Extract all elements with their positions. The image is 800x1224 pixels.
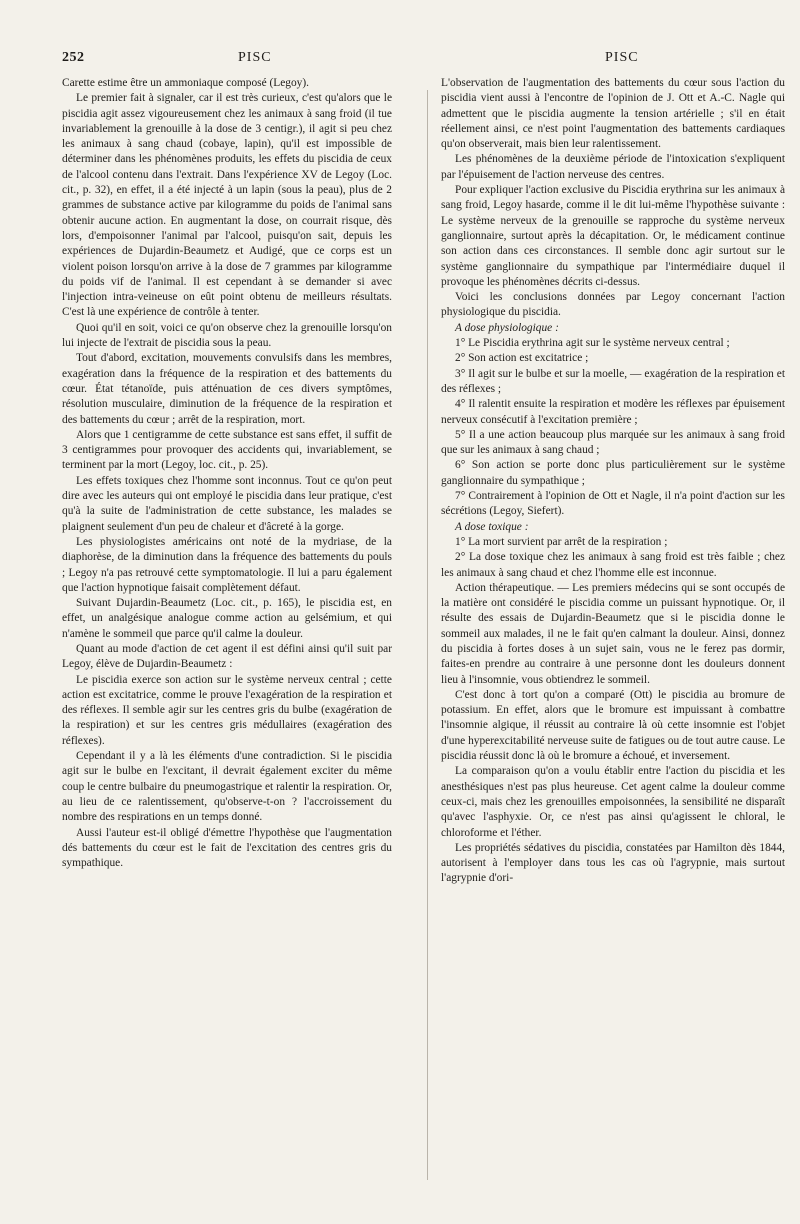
- paragraph: L'observation de l'augmentation des battements du cœur sous l'action du piscidia vient aussi à l'encontre de l'opinion de J. Ott et A.-C. Nagle qui admettent que le piscidia augmente la tension artérielle ; s'il en était réellement ainsi, ce n'est point l'augmentation des battements cardiaques qu'on observerait, mais bien leur ralentissement.: [441, 77, 785, 151]
- running-head-right: PISC: [605, 50, 639, 65]
- paragraph: Pour expliquer l'action exclusive du Piscidia erythrina sur les animaux à sang froid, Legoy hasarde, comme il le dit lui-même l'hypothèse suivante : Le système nerveux de la grenouille se rapproche du système nerveux ganglionnaire, surtout après la décapitation. Or, le médicament continue son action dans ces circonstances. Il semble donc agir surtout sur le système ganglionnaire du sympathique par l'intermédiaire duquel il provoque les phénomènes décrits ci-dessus.: [441, 184, 785, 288]
- paragraph: Les effets toxiques chez l'homme sont inconnus. Tout ce qu'on peut dire avec les auteurs qui ont employé le piscidia dans leur pratique, c'est qu'à la suite de l'administration de cette substance, les malades se plaignent seulement d'un peu de chaleur et d'âcreté à la gorge.: [62, 474, 392, 533]
- list-item: 1° La mort survient par arrêt de la respiration ;: [455, 535, 668, 548]
- paragraph: Quant au mode d'action de cet agent il est défini ainsi qu'il suit par Legoy, élève de Dujardin-Beaumetz :: [62, 642, 392, 671]
- right-column: [441, 76, 785, 1194]
- paragraph: Aussi l'auteur est-il obligé d'émettre l'hypothèse que l'augmentation dés battements du cœur est le fait de l'excitation des centres gris du sympathique.: [62, 826, 392, 870]
- list-item: 5° Il a une action beaucoup plus marquée sur les animaux à sang froid que sur les animaux à sang chaud ;: [441, 428, 785, 457]
- column-divider: [427, 90, 428, 1180]
- section-label: A dose toxique :: [455, 520, 529, 533]
- paragraph: Les propriétés sédatives du piscidia, constatées par Hamilton dès 1844, autorisent à l'employer dans tous les cas où l'agrypnie, mais surtout l'agrypnie d'ori-: [441, 841, 785, 885]
- paragraph: Carette estime être un ammoniaque composé (Legoy).: [62, 77, 310, 89]
- paragraph: Le premier fait à signaler, car il est très curieux, c'est qu'alors que le piscidia agit assez vigoureusement chez les animaux à sang froid (il tue invariablement la grenouille à la dose de 3 centigr.), il agit si peu chez les animaux à sang chaud (cobaye, lapin), qu'il est impossible de déterminer dans les phénomènes produits, les effets du piscidia de ceux de l'alcool contenu dans l'extrait. Dans l'expérience XV de Legoy (Loc. cit., p. 32), en effet, il a été injecté à un lapin (sous la peau), plus de 2 grammes de substance active par kilogramme du poids de l'animal sans obtenir aucune action. En augmentant la dose, on courrait risque, dès lors, d'empoisonner l'animal par l'alcool, puisqu'on sait, depuis les expériences de Dujardin-Beaumetz et Audigé, que ce corps est un violent poison lorsqu'on arrive à la dose de 7 grammes par kilogramme du poids vif de l'animal. Il est cependant à se demander si avec l'injection intra-veineuse on eût point obtenu de meilleurs résultats. C'est là une expérience de contrôle à tenter.: [62, 92, 392, 319]
- list-item: 2° Son action est excitatrice ;: [455, 352, 589, 365]
- paragraph: Les physiologistes américains ont noté de la mydriase, de la diaphorèse, de la diminution dans la fréquence des battements du pouls ; Legoy n'a pas retrouvé cette symptomatologie. Il lui a paru également que l'action hypnotique faisait complètement défaut.: [62, 535, 392, 594]
- list-item: 6° Son action se porte donc plus particulièrement sur le système ganglionnaire du sympathique ;: [441, 459, 785, 487]
- list-item: 4° Il ralentit ensuite la respiration et modère les réflexes par épuisement nerveux consécutif à l'excitation première ;: [441, 398, 785, 426]
- paragraph: Suivant Dujardin-Beaumetz (Loc. cit., p. 165), le piscidia est, en effet, un analgésique analogue comme action au gelsémium, et qui n'amène le sommeil que parce qu'il calme la douleur.: [62, 597, 392, 640]
- page-number: 252: [62, 50, 85, 65]
- paragraph: C'est donc à tort qu'on a comparé (Ott) le piscidia au bromure de potassium. En effet, alors que le bromure est impuissant à combattre l'insomnie algique, il réussit au contraire là où cette insomnie est l'objet d'une hyperexcitabilité nerveuse suite de fatigues ou de tout autre cause. Le piscidia réussit donc là où le bromure a échoué, et inversement.: [441, 688, 785, 763]
- list-item: 1° Le Piscidia erythrina agit sur le système nerveux central ;: [455, 337, 730, 350]
- page-header: [62, 50, 788, 74]
- section-label: A dose physiologique :: [455, 321, 559, 334]
- paragraph: Quoi qu'il en soit, voici ce qu'on observe chez la grenouille lorsqu'on lui injecte de l'extrait de piscidia sous la peau.: [62, 321, 392, 350]
- paragraph: La comparaison qu'on a voulu établir entre l'action du piscidia et les anesthésiques n'est pas plus heureuse. Cet agent calme la douleur comme ceux-ci, mais chez les grenouilles empoisonnées, la sensibilité ne disparaît qu'avec l'asphyxie. Or, ce n'est pas ainsi qu'agissent le chloral, le chloroforme et l'éther.: [441, 765, 785, 839]
- paragraph: Le piscidia exerce son action sur le système nerveux central ; cette action est excitatrice, comme le prouve l'exagération de la respiration et des réflexes. Il semble agir sur les centres gris du bulbe (exagération de la respiration) et sur les centres gris médullaires (exagération des réflexes).: [62, 673, 392, 747]
- list-item: 3° Il agit sur le bulbe et sur la moelle, — exagération de la respiration et des réflexes ;: [441, 367, 785, 395]
- paragraph: Alors que 1 centigramme de cette substance est sans effet, il suffit de 3 centigrammes pour provoquer des accidents qui, invariablement, se terminent par la mort (Legoy, loc. cit., p. 25).: [62, 428, 392, 472]
- paragraph: Les phénomènes de la deuxième période de l'intoxication s'expliquent par l'épuisement de l'action nerveuse des centres.: [441, 153, 785, 181]
- paragraph: Action thérapeutique. — Les premiers médecins qui se sont occupés de la matière ont considéré le piscidia comme un puissant hypnotique. Or, il résulte des essais de Dujardin-Beaumetz que si le piscidia donne le sommeil aux malades, il ne le fait qu'en calmant la douleur. Ainsi, donnez du piscidia à fortes doses à un sujet sain, vous ne le ferez pas dormir, faites-en prendre au contraire à une personne dont les douleurs donnent lieu à l'insomnie, vous obtiendrez le sommeil.: [441, 581, 785, 686]
- running-head-left: PISC: [238, 50, 272, 65]
- list-item: 2° La dose toxique chez les animaux à sang froid est très faible ; chez les animaux à sang chaud et chez l'homme elle est inconnue.: [441, 551, 785, 579]
- paragraph: Voici les conclusions données par Legoy concernant l'action physiologique du piscidia.: [441, 291, 785, 319]
- left-column: [62, 76, 392, 1194]
- paragraph: Cependant il y a là les éléments d'une contradiction. Si le piscidia agit sur le bulbe en l'excitant, il devrait également exciter du même coup le centre bulbaire du pneumogastrique et ralentir la respiration. Or, au lieu de ce ralentissement, qu'observe-t-on ? l'accroissement du nombre des respirations en un temps donné.: [62, 750, 392, 824]
- list-item: 7° Contrairement à l'opinion de Ott et Nagle, il n'a point d'action sur les sécrétions (Legoy, Siefert).: [441, 490, 785, 518]
- paragraph: Tout d'abord, excitation, mouvements convulsifs dans les membres, exagération dans la fréquence de la respiration et des battements du cœur. État tétanoïde, puis atténuation de ces divers symptômes, résolution musculaire, diminution de la fréquence de la respiration et des battements du cœur ; arrêt de la respiration, mort.: [62, 352, 392, 426]
